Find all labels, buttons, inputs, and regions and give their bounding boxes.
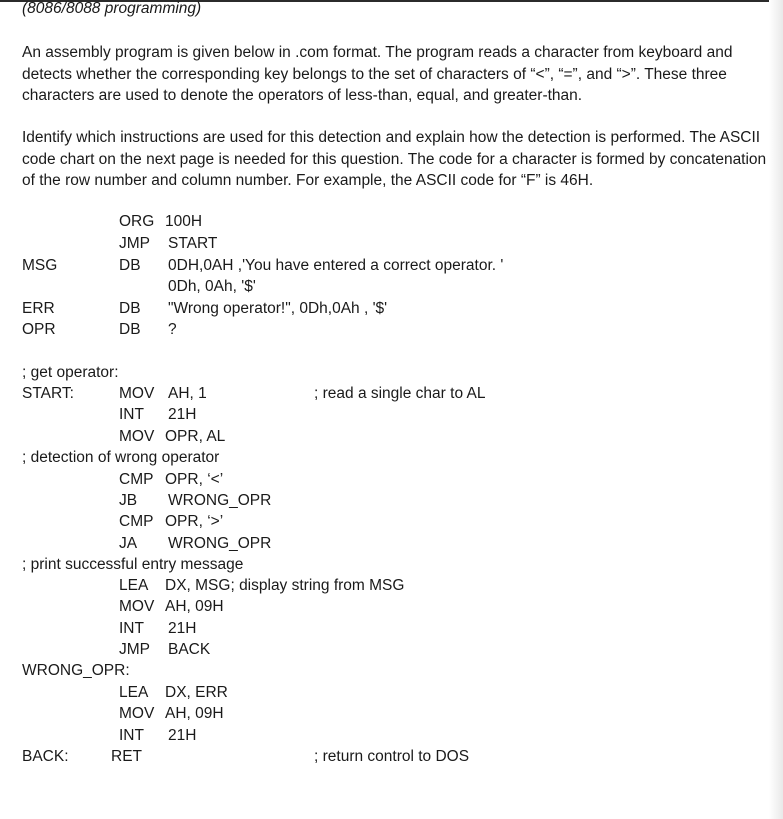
- code-label: ERR: [22, 300, 55, 317]
- code-op: ORG: [119, 213, 155, 230]
- code-op: LEA: [119, 684, 149, 701]
- code-op: JMP: [119, 641, 150, 658]
- code-arg: DX, MSG; display string from MSG: [165, 577, 405, 594]
- code-arg: 0DH,0AH ,'You have entered a correct operator. ': [168, 257, 504, 274]
- code-arg: ?: [168, 321, 177, 338]
- code-op: MOV: [119, 428, 155, 445]
- code-arg: 0Dh, 0Ah, '$': [168, 278, 256, 295]
- code-label: OPR: [22, 321, 56, 338]
- code-arg: 21H: [168, 727, 197, 744]
- code-op: DB: [119, 300, 141, 317]
- intro-paragraph: An assembly program is given below in .com format. The program reads a character from keyboard and detects whether the corresponding key belongs to the set of characters of “<”, “=”, and “>”. These three characters are used to denote the operators of less-than, equal, and greater-than.: [22, 44, 733, 104]
- code-op: MOV: [119, 598, 155, 615]
- code-op: CMP: [119, 513, 154, 530]
- code-arg: WRONG_OPR: [168, 535, 272, 552]
- code-op: MOV: [119, 705, 155, 722]
- code-arg: 100H: [165, 213, 203, 230]
- code-op: INT: [119, 620, 144, 637]
- code-arg: WRONG_OPR: [168, 492, 272, 509]
- code-arg: START: [168, 235, 218, 252]
- code-label: START:: [22, 385, 74, 402]
- code-op: INT: [119, 727, 144, 744]
- code-label: WRONG_OPR:: [22, 662, 130, 679]
- code-arg: OPR, AL: [165, 428, 226, 445]
- code-op: JMP: [119, 235, 150, 252]
- code-arg: AH, 1: [168, 385, 207, 402]
- code-arg: AH, 09H: [165, 705, 224, 722]
- code-op: RET: [111, 748, 142, 765]
- code-arg: 21H: [168, 620, 197, 637]
- code-comment: ; detection of wrong operator: [22, 449, 220, 466]
- code-op: JB: [119, 492, 138, 509]
- task-paragraph: Identify which instructions are used for this detection and explain how the detection is performed. The ASCII code chart on the next page is needed for this question. The code for a character is formed by concatenation of the row number and column number. For example, the ASCII code for “F” is 46H.: [22, 129, 767, 189]
- code-op: LEA: [119, 577, 149, 594]
- code-arg: OPR, ‘<’: [165, 471, 224, 488]
- code-comment: ; print successful entry message: [22, 556, 244, 573]
- code-comment: ; return control to DOS: [314, 748, 470, 765]
- code-arg: OPR, ‘>’: [165, 513, 224, 530]
- code-arg: 21H: [168, 406, 197, 423]
- code-arg: AH, 09H: [165, 598, 224, 615]
- code-arg: DX, ERR: [165, 684, 228, 701]
- code-arg: BACK: [168, 641, 211, 658]
- code-op: MOV: [119, 385, 155, 402]
- code-label: BACK:: [22, 748, 69, 765]
- code-comment: ; read a single char to AL: [314, 385, 486, 402]
- code-op: DB: [119, 321, 141, 338]
- code-arg: "Wrong operator!", 0Dh,0Ah , '$': [168, 300, 388, 317]
- section-title: (8086/8088 programming): [22, 0, 202, 17]
- code-op: JA: [119, 535, 138, 552]
- code-comment: ; get operator:: [22, 364, 119, 381]
- code-label: MSG: [22, 257, 58, 274]
- code-op: DB: [119, 257, 141, 274]
- code-op: CMP: [119, 471, 154, 488]
- code-op: INT: [119, 406, 144, 423]
